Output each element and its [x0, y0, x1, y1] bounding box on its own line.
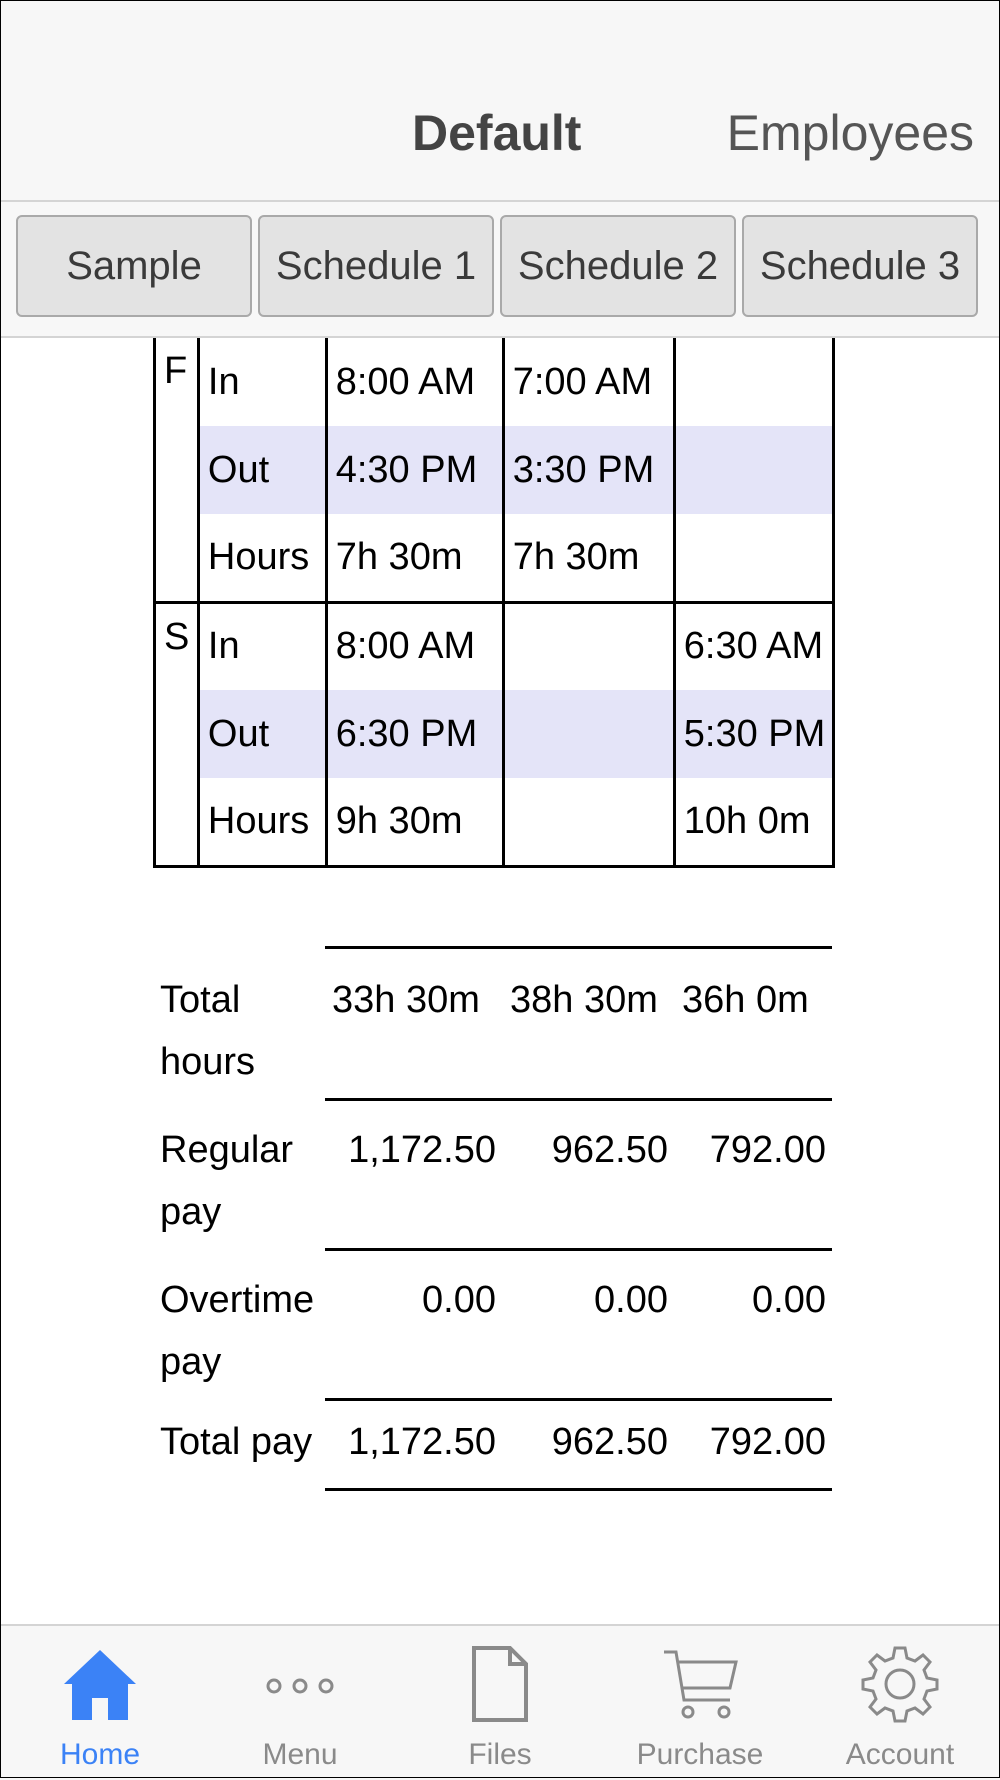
- nav-purchase[interactable]: [600, 1626, 800, 1780]
- nav-home[interactable]: [0, 1626, 200, 1780]
- hours-cell: 7h 30m: [326, 514, 503, 602]
- day-cell: F: [155, 338, 199, 602]
- total-hours-row: [160, 949, 832, 1099]
- label-line: pay: [160, 1341, 222, 1383]
- value-cell: 962.50: [551, 1129, 668, 1171]
- table-row: [155, 690, 834, 778]
- tab-schedule-3[interactable]: Schedule 3: [742, 215, 978, 317]
- time-cell[interactable]: 3:30 PM: [503, 426, 674, 514]
- regular-pay-row: [160, 1099, 832, 1249]
- value-cell: 0.00: [422, 1279, 496, 1321]
- total-hours-label: [160, 969, 330, 1093]
- nav-label: Files: [468, 1738, 532, 1771]
- nav-label: Menu: [262, 1738, 338, 1771]
- value-cell: 792.00: [709, 1129, 826, 1171]
- label-line: pay: [160, 1191, 222, 1233]
- time-cell[interactable]: 8:00 AM: [326, 338, 503, 426]
- hours-cell: 9h 30m: [326, 778, 503, 866]
- row-label: In: [198, 338, 326, 426]
- nav-menu[interactable]: [200, 1626, 400, 1780]
- hours-cell: 10h 0m: [674, 778, 833, 866]
- nav-label: Home: [59, 1738, 141, 1771]
- employees-button[interactable]: Employees: [726, 105, 974, 161]
- divider: [325, 1488, 832, 1491]
- schedule-tabs: [0, 202, 1000, 338]
- time-cell[interactable]: [674, 426, 833, 514]
- value-cell: 962.50: [551, 1421, 668, 1463]
- tab-schedule-2[interactable]: Schedule 2: [500, 215, 736, 317]
- table-row: [155, 602, 834, 690]
- hours-cell: [674, 514, 833, 602]
- file-icon: [460, 1644, 540, 1729]
- value-cell: 1,172.50: [348, 1129, 496, 1171]
- schedule-table: [153, 338, 835, 868]
- day-cell: S: [155, 602, 199, 866]
- value-cell: 38h 30m: [510, 979, 658, 1021]
- table-row: [155, 426, 834, 514]
- gear-icon: [860, 1644, 940, 1729]
- row-label: In: [198, 602, 326, 690]
- value-cell: 0.00: [594, 1279, 668, 1321]
- hours-cell: 7h 30m: [503, 514, 674, 602]
- time-cell[interactable]: [674, 338, 833, 426]
- table-row: [155, 778, 834, 866]
- label-line: hours: [160, 1041, 256, 1083]
- more-dots-icon: [260, 1644, 340, 1729]
- hours-cell: [503, 778, 674, 866]
- nav-label: Purchase: [636, 1738, 764, 1771]
- value-cell: 36h 0m: [682, 979, 809, 1021]
- label-line: Regular: [160, 1129, 294, 1171]
- tab-sample[interactable]: Sample: [16, 215, 252, 317]
- overtime-pay-label: [160, 1269, 330, 1393]
- time-cell[interactable]: 4:30 PM: [326, 426, 503, 514]
- table-row: [155, 514, 834, 602]
- time-cell[interactable]: 7:00 AM: [503, 338, 674, 426]
- bottom-tab-bar: [0, 1624, 1000, 1780]
- value-cell: 33h 30m: [332, 979, 480, 1021]
- total-pay-label: Total pay: [160, 1421, 313, 1463]
- row-label: Out: [198, 690, 326, 778]
- value-cell: 792.00: [709, 1421, 826, 1463]
- total-pay-row: [160, 1399, 832, 1487]
- value-cell: 1,172.50: [348, 1421, 496, 1463]
- time-cell[interactable]: [503, 690, 674, 778]
- overtime-pay-row: [160, 1249, 832, 1399]
- table-row: [155, 338, 834, 426]
- time-cell[interactable]: 6:30 AM: [674, 602, 833, 690]
- navigation-header: [0, 0, 1000, 202]
- tab-schedule-1[interactable]: Schedule 1: [258, 215, 494, 317]
- time-cell[interactable]: 8:00 AM: [326, 602, 503, 690]
- page-title: Default: [412, 105, 582, 161]
- row-label: Hours: [198, 778, 326, 866]
- row-label: Hours: [198, 514, 326, 602]
- nav-label: Account: [845, 1738, 955, 1771]
- label-line: Overtime: [160, 1279, 315, 1321]
- row-label: Out: [198, 426, 326, 514]
- time-cell[interactable]: 6:30 PM: [326, 690, 503, 778]
- regular-pay-label: [160, 1119, 330, 1243]
- label-line: Total: [160, 979, 241, 1021]
- home-icon: [60, 1644, 140, 1729]
- nav-files[interactable]: [400, 1626, 600, 1780]
- time-cell[interactable]: [503, 602, 674, 690]
- time-cell[interactable]: 5:30 PM: [674, 690, 833, 778]
- value-cell: 0.00: [752, 1279, 826, 1321]
- nav-account[interactable]: [800, 1626, 1000, 1780]
- cart-icon: [660, 1644, 740, 1729]
